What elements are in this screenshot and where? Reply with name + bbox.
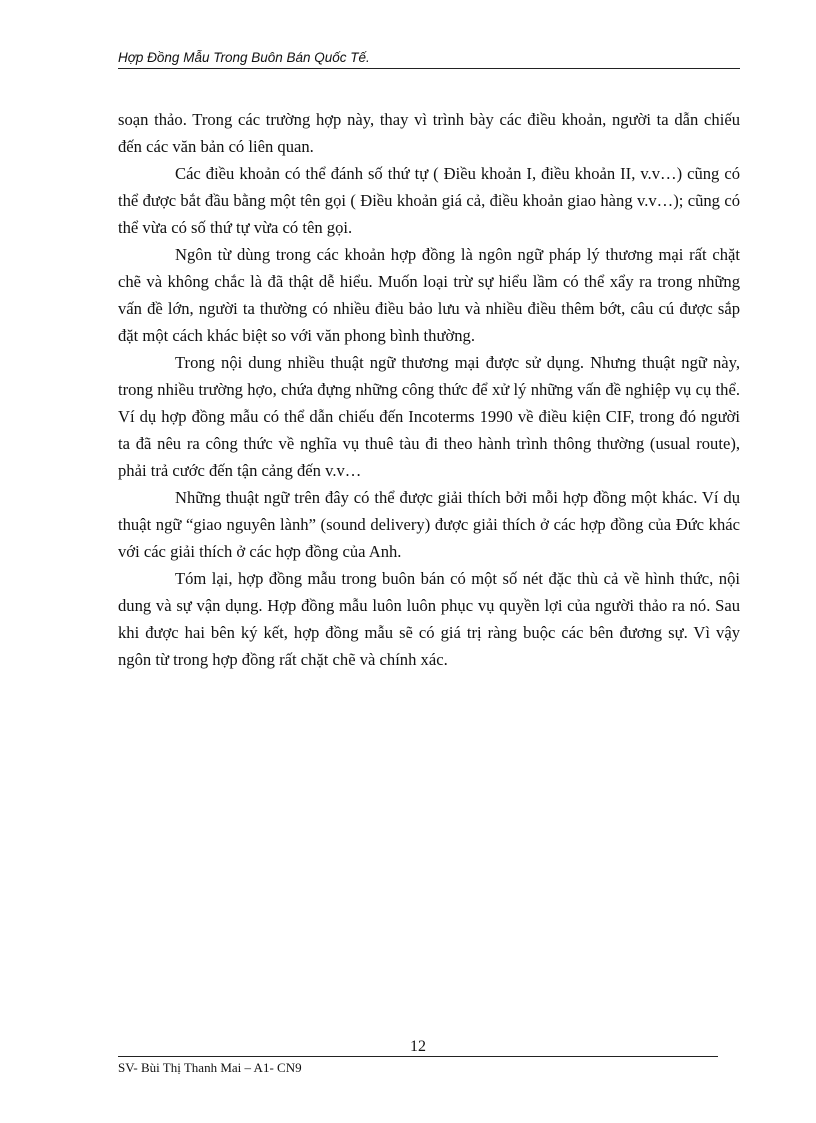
paragraph: Các điều khoản có thể đánh số thứ tự ( Điều khoản I, điều khoản II, v.v…) cũng có thể được bắt đầu bằng một tên gọi ( Điều khoản giá cả, điều khoản giao hàng v.v…); cũng có thể vừa có số thứ tự vừa có tên gọi. [118, 164, 740, 237]
paragraph: Trong nội dung nhiều thuật ngữ thương mại được sử dụng. Nhưng thuật ngữ này, trong nhiều trường hợo, chứa đựng những công thức để xử lý những vấn đề nghiệp vụ cụ thể. Ví dụ hợp đồng mẫu có thể dẫn chiếu đến Incoterms 1990 về điều kiện CIF, trong đó người ta đã nêu ra công thức về nghĩa vụ thuê tàu đi theo hành trình thông thường (usual route), phải trả cước đến tận cảng đến v.v… [118, 353, 740, 480]
page-header [118, 50, 740, 69]
page-number [118, 1038, 718, 1057]
document-body [118, 106, 740, 673]
header-title: Hợp Đồng Mẫu Trong Buôn Bán Quốc Tế. [118, 50, 370, 65]
paragraph: Tóm lại, hợp đồng mẫu trong buôn bán có một số nét đặc thù cả về hình thức, nội dung và sự vận dụng. Hợp đồng mẫu luôn luôn phục vụ quyền lợi của người thảo ra nó. Sau khi được hai bên ký kết, hợp đồng mẫu sẽ có giá trị ràng buộc các bên đương sự. Vì vậy ngôn từ trong hợp đồng rất chặt chẽ và chính xác. [118, 569, 740, 669]
paragraph: soạn thảo. Trong các trường hợp này, thay vì trình bày các điều khoản, người ta dẫn chiếu đến các văn bản có liên quan. [118, 110, 740, 156]
page-number-text: 12 [410, 1038, 426, 1055]
paragraph: Ngôn từ dùng trong các khoản hợp đồng là ngôn ngữ pháp lý thương mại rất chặt chẽ và không chắc là đã thật dễ hiểu. Muốn loại trừ sự hiểu lầm có thể xẩy ra trong những vấn đề lớn, người ta thường có nhiều điều bảo lưu và nhiều điều thêm bớt, câu cú được sắp đặt một cách khác biệt so với văn phong bình thường. [118, 245, 740, 345]
footer-author: SV- Bùi Thị Thanh Mai – A1- CN9 [118, 1060, 302, 1075]
paragraph: Những thuật ngữ trên đây có thể được giải thích bởi mỗi hợp đồng một khác. Ví dụ thuật ngữ “giao nguyên lành” (sound delivery) được giải thích ở các hợp đồng của Đức khác với các giải thích ở các hợp đồng của Anh. [118, 488, 740, 561]
